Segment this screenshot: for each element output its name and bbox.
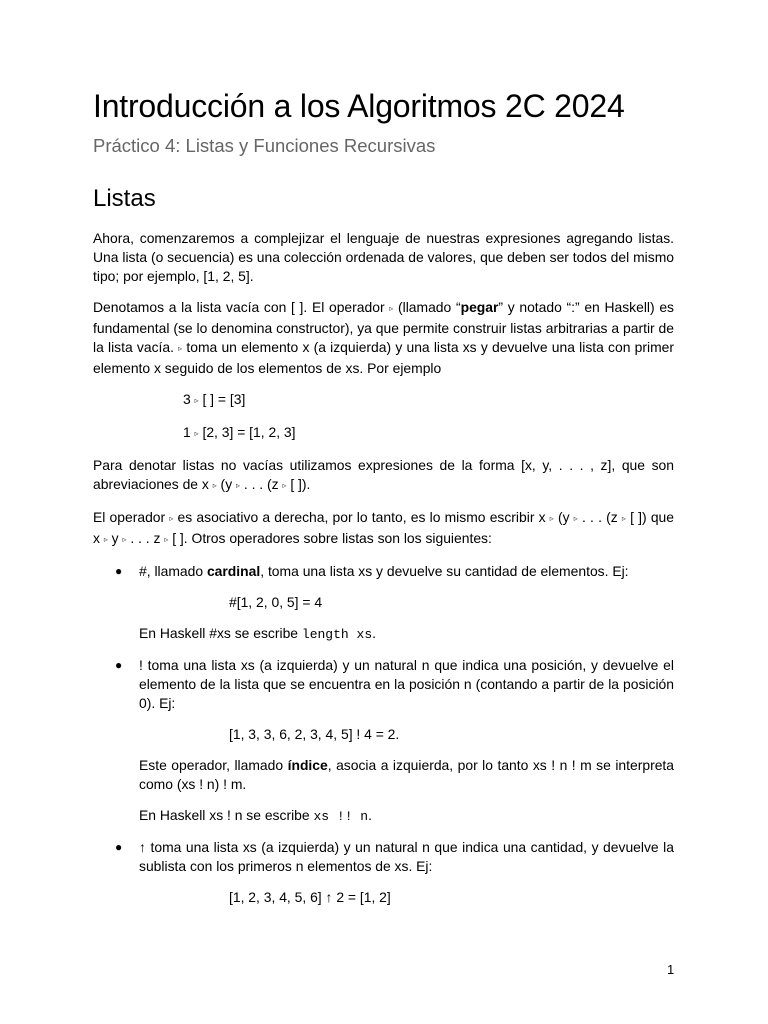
example-equation: [1, 2, 3, 4, 5, 6] ↑ 2 = [1, 2]	[229, 889, 391, 905]
example-equation: 1 ▹ [2, 3] = [1, 2, 3]	[183, 424, 296, 440]
haskell-note: En Haskell xs ! n se escribe xs !! n.	[139, 807, 372, 824]
example-equation: 3 ▹ [ ] = [3]	[183, 391, 246, 407]
pegar-triangle-icon: ▹	[122, 535, 127, 544]
operator-list	[93, 562, 674, 907]
haskell-code: length xs	[301, 627, 373, 642]
list-item-take: ● ↑ toma una lista xs (a izquierda) y un natural n que indica una cantidad, y devuelve la sublista con los primeros n elementos de xs. Ej: [1, 2, 3, 4, 5, 6] ↑ 2 = [1, 2]	[115, 839, 674, 905]
bullet-icon: ●	[115, 564, 123, 578]
pegar-triangle-icon: ▹	[164, 535, 169, 544]
document-body	[93, 229, 674, 919]
pegar-triangle-icon: ▹	[103, 535, 108, 544]
pegar-triangle-icon: ▹	[389, 304, 394, 313]
pegar-triangle-icon: ▹	[194, 396, 199, 405]
document-title: Introducción a los Algoritmos 2C 2024	[93, 88, 625, 124]
pegar-triangle-icon: ▹	[621, 514, 626, 523]
haskell-code: xs !! n	[313, 809, 369, 824]
section-heading: Listas	[93, 185, 156, 212]
pegar-triangle-icon: ▹	[236, 481, 241, 490]
list-item-cardinal: ● #, llamado cardinal, toma una lista xs y devuelve su cantidad de elementos. Ej: #[1, 2, 0, 5] = 4 En Haskell #xs se escribe length xs.	[93, 562, 674, 644]
document-subtitle: Práctico 4: Listas y Funciones Recursivas	[93, 135, 436, 156]
pegar-triangle-icon: ▹	[169, 514, 174, 523]
pegar-triangle-icon: ▹	[549, 514, 554, 523]
haskell-note: En Haskell #xs se escribe length xs.	[139, 625, 376, 642]
associativity-paragraph: El operador ▹ es asociativo a derecha, por lo tanto, es lo mismo escribir x ▹ (y ▹ . . . (z ▹ [ ]) que x ▹ y ▹ . . . z ▹ [ ]. Otros operadores sobre listas son los siguientes:	[93, 509, 674, 546]
bullet-icon: ●	[115, 658, 123, 672]
list-item-indice: ● ! toma una lista xs (a izquierda) y un natural n que indica una posición, y devuelve el elemento de la lista que se encuentra en la posición n (contando a partir de la posición 0). Ej: [1, 3, 3, 6, 2, 3, 4, 5] ! 4 = 2. Este operador, llamado índice, asocia a izquierda, por lo tanto xs ! n ! m se interpreta como (xs ! n) ! m. En Haskell xs ! n se escribe xs !! n.	[115, 657, 674, 824]
nonempty-list-paragraph: Para denotar listas no vacías utilizamos expresiones de la forma [x, y, . . . , z], que son abreviaciones de x ▹ (y ▹ . . . (z ▹ [ ]).	[93, 457, 674, 492]
pegar-triangle-icon: ▹	[282, 481, 287, 490]
intro-paragraph: Ahora, comenzaremos a complejizar el lenguaje de nuestras expresiones agregando listas. Una lista (o secuencia) es una colección ordenada de valores, que deben ser todos del mismo tipo; por ejemplo, [1, 2, 5].	[93, 230, 674, 284]
constructor-paragraph: Denotamos a la lista vacía con [ ]. El operador ▹ (llamado “pegar” y notado “:” en Haskell) es fundamental (se lo denomina constructor), ya que permite construir listas arbitrarias a partir de la lista vacía. ▹ toma un elemento x (a izquierda) y una lista xs y devuelve una lista con primer elemento x seguido de los elementos de xs. Por ejemplo	[93, 299, 674, 376]
pegar-triangle-icon: ▹	[573, 514, 578, 523]
pegar-triangle-icon: ▹	[178, 344, 183, 353]
example-equation: [1, 3, 3, 6, 2, 3, 4, 5] ! 4 = 2.	[229, 726, 400, 742]
pegar-term: pegar	[460, 299, 499, 315]
pegar-triangle-icon: ▹	[212, 481, 217, 490]
page-number: 1	[667, 962, 675, 977]
example-equation: #[1, 2, 0, 5] = 4	[229, 594, 323, 610]
bullet-icon: ●	[115, 840, 123, 854]
pegar-triangle-icon: ▹	[194, 429, 199, 438]
